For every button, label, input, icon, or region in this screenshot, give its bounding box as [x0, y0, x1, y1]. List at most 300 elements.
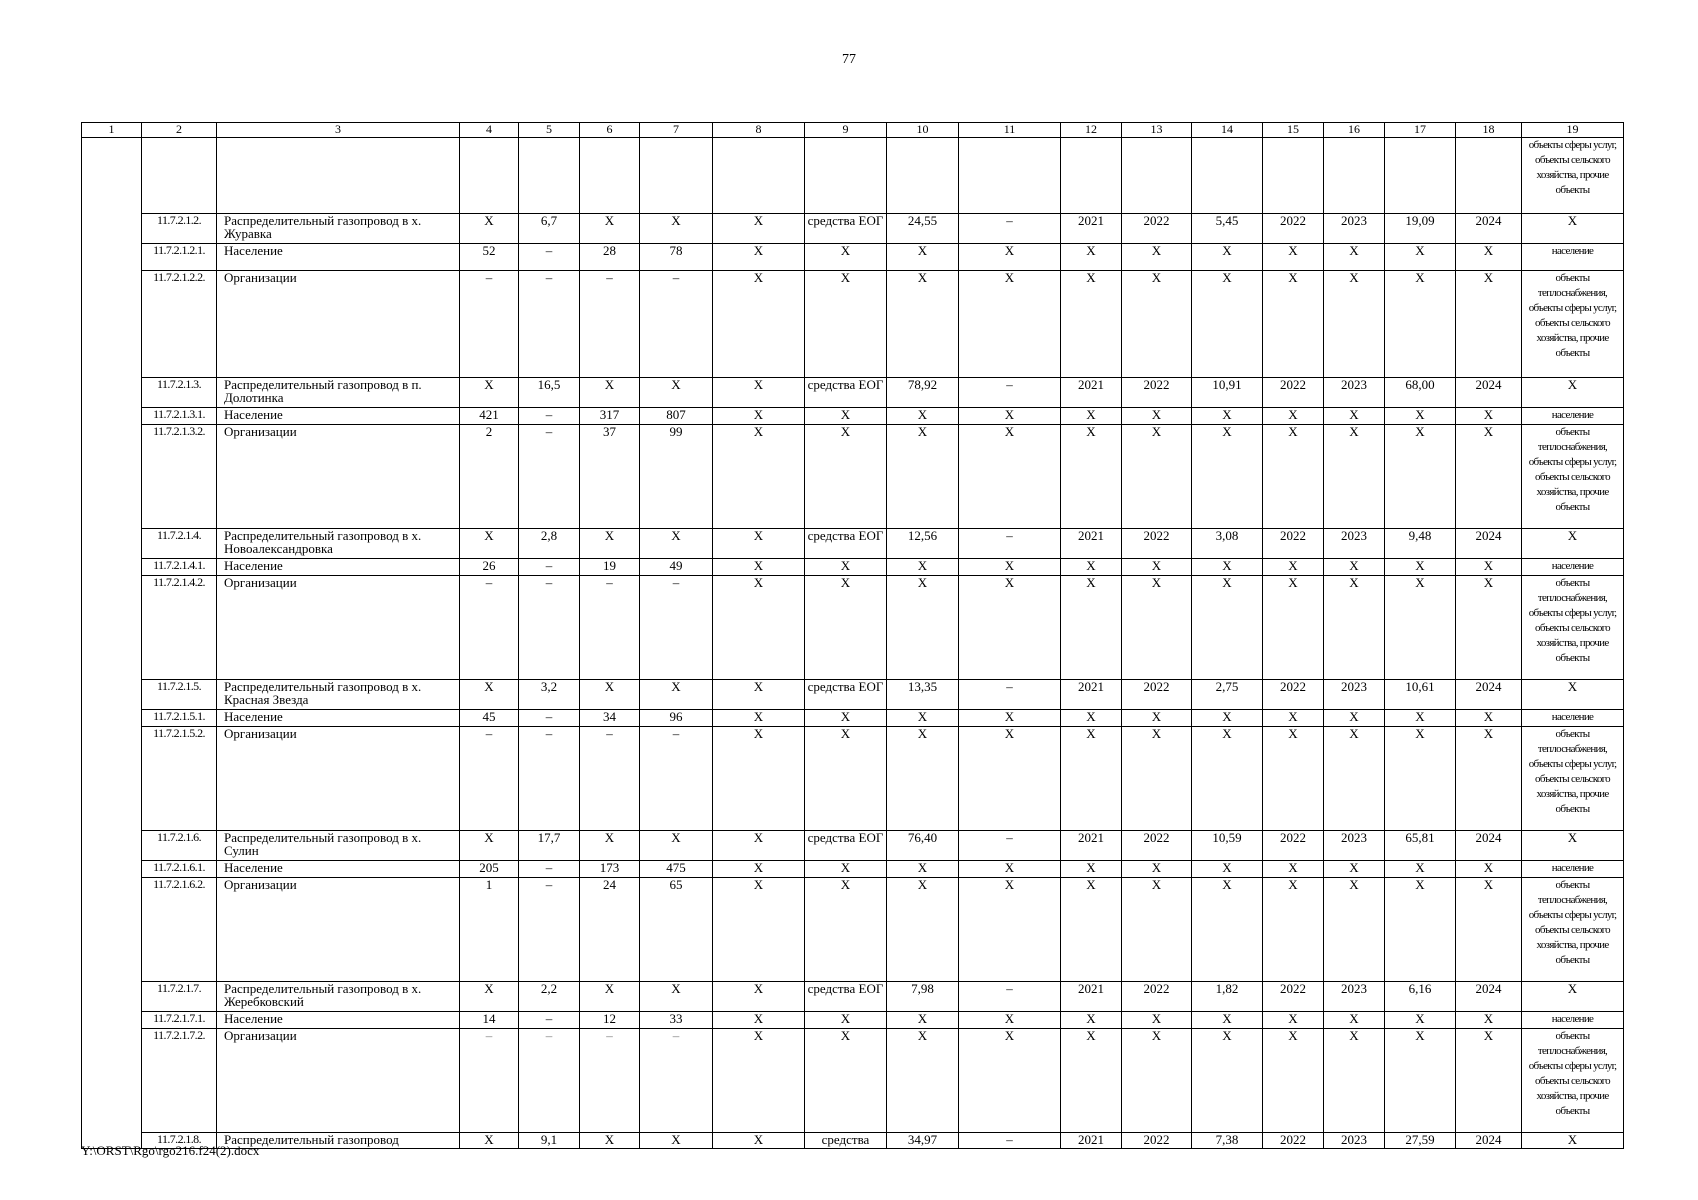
- item-name: Распределительный газопровод в х. Новоалександровка: [217, 529, 460, 559]
- column-header-15: 15: [1263, 123, 1324, 138]
- cell-x: Х: [1263, 425, 1324, 529]
- note-cell: население: [1522, 244, 1624, 271]
- cell-x: Х: [1456, 861, 1522, 878]
- cost-value: 10,91: [1192, 378, 1263, 408]
- cost-value: 6,16: [1385, 982, 1456, 1012]
- count-value: –: [580, 271, 640, 378]
- table-row: [82, 1012, 1624, 1029]
- empty-cell: [713, 138, 805, 214]
- table-row: [82, 244, 1624, 271]
- note-cell: объекты сферы услуг, объекты сельского хозяйства, прочие объекты: [1522, 138, 1624, 214]
- empty-cell: [519, 138, 580, 214]
- funding-source: средства: [805, 1133, 887, 1149]
- year-cell: 2021: [1061, 831, 1122, 861]
- cell-x: Х: [805, 576, 887, 680]
- empty-cell: [805, 138, 887, 214]
- length-value: 16,5: [519, 378, 580, 408]
- year-cell: 2024: [1456, 1133, 1522, 1149]
- cell-x: Х: [1122, 559, 1192, 576]
- year-cell: 2024: [1456, 529, 1522, 559]
- cell-x: Х: [460, 982, 519, 1012]
- count-value: –: [640, 1029, 713, 1133]
- cell-x: Х: [1385, 559, 1456, 576]
- cell-x: Х: [959, 408, 1061, 425]
- column-header-6: 6: [580, 123, 640, 138]
- cell-x: Х: [640, 982, 713, 1012]
- cell-x: Х: [887, 408, 959, 425]
- cell-x: Х: [1061, 244, 1122, 271]
- item-name: Организации: [217, 576, 460, 680]
- cell-x: Х: [713, 529, 805, 559]
- cell-x: Х: [1324, 1012, 1385, 1029]
- cell-x: Х: [713, 559, 805, 576]
- count-value: 475: [640, 861, 713, 878]
- cell-x: Х: [959, 710, 1061, 727]
- cell-x: Х: [1263, 408, 1324, 425]
- year-cell: 2022: [1122, 214, 1192, 244]
- cell-x: Х: [1324, 271, 1385, 378]
- table-row: [82, 831, 1624, 861]
- cost-value: 7,38: [1192, 1133, 1263, 1149]
- length-value: 3,2: [519, 680, 580, 710]
- empty-cell: [460, 138, 519, 214]
- table-row: [82, 878, 1624, 982]
- empty-cell: [1122, 138, 1192, 214]
- count-value: –: [640, 271, 713, 378]
- cell-x: Х: [1385, 408, 1456, 425]
- cell-x: Х: [1192, 1029, 1263, 1133]
- item-code: 11.7.2.1.4.: [142, 529, 217, 559]
- cost-value: 10,59: [1192, 831, 1263, 861]
- cell-x: Х: [959, 559, 1061, 576]
- year-cell: 2022: [1263, 680, 1324, 710]
- year-cell: 2022: [1122, 831, 1192, 861]
- cell-x: Х: [1263, 727, 1324, 831]
- year-cell: 2022: [1263, 378, 1324, 408]
- funding-source: средства ЕОГ: [805, 378, 887, 408]
- cell-x: Х: [1192, 244, 1263, 271]
- year-cell: 2023: [1324, 982, 1385, 1012]
- cell-x: Х: [1324, 878, 1385, 982]
- cell-x: Х: [1061, 408, 1122, 425]
- cell-x: Х: [1385, 425, 1456, 529]
- count-value: 24: [580, 878, 640, 982]
- cell-x: Х: [1192, 727, 1263, 831]
- cell-x: Х: [1385, 710, 1456, 727]
- year-cell: 2021: [1061, 1133, 1122, 1149]
- year-cell: 2022: [1122, 680, 1192, 710]
- item-code: 11.7.2.1.2.1.: [142, 244, 217, 271]
- cell-x: Х: [1061, 271, 1122, 378]
- cell-x: Х: [959, 576, 1061, 680]
- year-cell: 2022: [1263, 529, 1324, 559]
- cell-x: Х: [713, 214, 805, 244]
- cell-x: Х: [1522, 529, 1624, 559]
- cell-x: Х: [1122, 727, 1192, 831]
- table-row: [82, 1133, 1624, 1149]
- cell-x: Х: [1522, 831, 1624, 861]
- cell-x: Х: [1324, 244, 1385, 271]
- column-header-11: 11: [959, 123, 1061, 138]
- item-code: 11.7.2.1.5.: [142, 680, 217, 710]
- cell-x: Х: [1122, 861, 1192, 878]
- count-value: 12: [580, 1012, 640, 1029]
- cell-dash: –: [959, 680, 1061, 710]
- count-value: 173: [580, 861, 640, 878]
- table-row: [82, 680, 1624, 710]
- column-header-16: 16: [1324, 123, 1385, 138]
- item-code: 11.7.2.1.2.: [142, 214, 217, 244]
- year-cell: 2024: [1456, 982, 1522, 1012]
- cell-x: Х: [1324, 727, 1385, 831]
- cell-x: Х: [1263, 576, 1324, 680]
- cell-x: Х: [1456, 425, 1522, 529]
- count-value: 317: [580, 408, 640, 425]
- empty-cell: [142, 138, 217, 214]
- cell-x: Х: [959, 861, 1061, 878]
- cost-value: 68,00: [1385, 378, 1456, 408]
- year-cell: 2021: [1061, 529, 1122, 559]
- cell-x: Х: [1061, 878, 1122, 982]
- table-row: [82, 982, 1624, 1012]
- year-cell: 2022: [1263, 831, 1324, 861]
- table-row: [82, 271, 1624, 378]
- item-code: 11.7.2.1.6.1.: [142, 861, 217, 878]
- table-row: [82, 576, 1624, 680]
- item-name: Распределительный газопровод в х. Журавка: [217, 214, 460, 244]
- year-cell: 2024: [1456, 214, 1522, 244]
- column-header-9: 9: [805, 123, 887, 138]
- cell-x: Х: [887, 425, 959, 529]
- cell-x: Х: [1522, 982, 1624, 1012]
- item-name: Распределительный газопровод в п. Долотинка: [217, 378, 460, 408]
- year-cell: 2024: [1456, 680, 1522, 710]
- cell-x: Х: [1385, 1012, 1456, 1029]
- cell-x: Х: [640, 1133, 713, 1149]
- cell-x: Х: [1522, 378, 1624, 408]
- cell-x: Х: [460, 378, 519, 408]
- length-value: 2,2: [519, 982, 580, 1012]
- cost-value: 76,40: [887, 831, 959, 861]
- cell-x: Х: [713, 982, 805, 1012]
- count-value: 1: [460, 878, 519, 982]
- cell-x: Х: [1061, 727, 1122, 831]
- cost-value: 1,82: [1192, 982, 1263, 1012]
- count-value: 33: [640, 1012, 713, 1029]
- count-value: 14: [460, 1012, 519, 1029]
- empty-cell: [1192, 138, 1263, 214]
- cell-x: Х: [1324, 1029, 1385, 1133]
- cell-x: Х: [1456, 576, 1522, 680]
- cost-value: 24,55: [887, 214, 959, 244]
- cell-x: Х: [713, 408, 805, 425]
- year-cell: 2022: [1263, 1133, 1324, 1149]
- cell-dash: –: [519, 425, 580, 529]
- cell-x: Х: [1263, 710, 1324, 727]
- cell-x: Х: [580, 529, 640, 559]
- year-cell: 2022: [1122, 1133, 1192, 1149]
- cell-x: Х: [713, 1012, 805, 1029]
- cost-value: 13,35: [887, 680, 959, 710]
- cell-x: Х: [580, 831, 640, 861]
- cell-x: Х: [1061, 559, 1122, 576]
- cell-x: Х: [1385, 861, 1456, 878]
- cell-x: Х: [1192, 576, 1263, 680]
- count-value: –: [460, 271, 519, 378]
- empty-cell: [217, 138, 460, 214]
- cost-value: 78,92: [887, 378, 959, 408]
- item-code: 11.7.2.1.7.: [142, 982, 217, 1012]
- cell-dash: –: [959, 982, 1061, 1012]
- count-value: 421: [460, 408, 519, 425]
- empty-cell: [1456, 138, 1522, 214]
- count-value: 2: [460, 425, 519, 529]
- cell-x: Х: [1522, 214, 1624, 244]
- cell-x: Х: [887, 1012, 959, 1029]
- cell-x: Х: [713, 1029, 805, 1133]
- item-code: 11.7.2.1.3.1.: [142, 408, 217, 425]
- item-name: Население: [217, 244, 460, 271]
- count-value: –: [580, 1029, 640, 1133]
- cell-x: Х: [1263, 1012, 1324, 1029]
- cell-dash: –: [519, 576, 580, 680]
- cost-value: 3,08: [1192, 529, 1263, 559]
- cell-x: Х: [1061, 425, 1122, 529]
- cell-x: Х: [1192, 878, 1263, 982]
- funding-source: средства ЕОГ: [805, 214, 887, 244]
- column-header-2: 2: [142, 123, 217, 138]
- item-name: Население: [217, 861, 460, 878]
- empty-cell: [640, 138, 713, 214]
- cell-x: Х: [713, 861, 805, 878]
- cell-x: Х: [1324, 710, 1385, 727]
- cell-x: Х: [805, 1029, 887, 1133]
- cell-x: Х: [1263, 271, 1324, 378]
- item-name: Распределительный газопровод: [217, 1133, 460, 1149]
- year-cell: 2023: [1324, 529, 1385, 559]
- note-cell: объекты теплоснабжения, объекты сферы услуг, объекты сельского хозяйства, прочие объекты: [1522, 425, 1624, 529]
- cell-x: Х: [713, 271, 805, 378]
- cell-x: Х: [713, 680, 805, 710]
- empty-cell: [1385, 138, 1456, 214]
- cell-dash: –: [519, 710, 580, 727]
- cell-x: Х: [959, 271, 1061, 378]
- cell-x: Х: [1324, 408, 1385, 425]
- year-cell: 2022: [1263, 982, 1324, 1012]
- item-code: 11.7.2.1.7.2.: [142, 1029, 217, 1133]
- cell-x: Х: [460, 529, 519, 559]
- cell-x: Х: [887, 727, 959, 831]
- year-cell: 2024: [1456, 378, 1522, 408]
- funding-source: средства ЕОГ: [805, 982, 887, 1012]
- cell-dash: –: [959, 378, 1061, 408]
- note-cell: население: [1522, 559, 1624, 576]
- count-value: 45: [460, 710, 519, 727]
- count-value: 49: [640, 559, 713, 576]
- cell-x: Х: [580, 378, 640, 408]
- column-header-5: 5: [519, 123, 580, 138]
- cell-x: Х: [1061, 861, 1122, 878]
- cell-x: Х: [805, 727, 887, 831]
- file-path-footer: Y:\ORST\Rgo\rgo216.f24(2).docx: [81, 1143, 260, 1158]
- column-header-8: 8: [713, 123, 805, 138]
- year-cell: 2021: [1061, 378, 1122, 408]
- empty-cell: [580, 138, 640, 214]
- cell-x: Х: [1192, 271, 1263, 378]
- cell-x: Х: [959, 425, 1061, 529]
- count-value: 807: [640, 408, 713, 425]
- year-cell: 2022: [1122, 378, 1192, 408]
- item-name: Население: [217, 710, 460, 727]
- cell-x: Х: [713, 710, 805, 727]
- count-value: –: [640, 727, 713, 831]
- cost-value: 10,61: [1385, 680, 1456, 710]
- cell-x: Х: [1324, 576, 1385, 680]
- cell-x: Х: [887, 271, 959, 378]
- table-body: [82, 123, 1624, 1149]
- cell-x: Х: [1192, 408, 1263, 425]
- cell-x: Х: [640, 831, 713, 861]
- cell-x: Х: [640, 378, 713, 408]
- cost-value: 5,45: [1192, 214, 1263, 244]
- cell-x: Х: [1192, 710, 1263, 727]
- column-header-13: 13: [1122, 123, 1192, 138]
- cell-x: Х: [713, 378, 805, 408]
- item-code: 11.7.2.1.5.2.: [142, 727, 217, 831]
- note-cell: население: [1522, 861, 1624, 878]
- table-row: [82, 1029, 1624, 1133]
- count-value: –: [460, 1029, 519, 1133]
- cell-dash: –: [519, 878, 580, 982]
- cell-x: Х: [713, 831, 805, 861]
- cell-x: Х: [640, 680, 713, 710]
- length-value: 6,7: [519, 214, 580, 244]
- cell-x: Х: [1324, 559, 1385, 576]
- header-row: [82, 123, 1624, 138]
- cell-x: Х: [1122, 244, 1192, 271]
- count-value: 28: [580, 244, 640, 271]
- year-cell: 2022: [1122, 982, 1192, 1012]
- cell-x: Х: [1456, 244, 1522, 271]
- funding-source: средства ЕОГ: [805, 831, 887, 861]
- cell-x: Х: [713, 1133, 805, 1149]
- cell-dash: –: [519, 861, 580, 878]
- item-code: 11.7.2.1.4.2.: [142, 576, 217, 680]
- item-name: Организации: [217, 878, 460, 982]
- cell-x: Х: [805, 710, 887, 727]
- cell-x: Х: [580, 1133, 640, 1149]
- count-value: –: [640, 576, 713, 680]
- column-header-1: 1: [82, 123, 142, 138]
- empty-cell: [1061, 138, 1122, 214]
- cell-dash: –: [519, 1029, 580, 1133]
- count-value: –: [580, 576, 640, 680]
- cost-value: 7,98: [887, 982, 959, 1012]
- cell-x: Х: [1122, 1029, 1192, 1133]
- cell-x: Х: [1385, 576, 1456, 680]
- year-cell: 2022: [1263, 214, 1324, 244]
- cell-dash: –: [519, 408, 580, 425]
- cost-value: 2,75: [1192, 680, 1263, 710]
- count-value: 37: [580, 425, 640, 529]
- cell-dash: –: [519, 559, 580, 576]
- count-value: 26: [460, 559, 519, 576]
- cell-dash: –: [519, 271, 580, 378]
- table-row: [82, 214, 1624, 244]
- cell-x: Х: [805, 559, 887, 576]
- cell-x: Х: [1192, 1012, 1263, 1029]
- cell-x: Х: [713, 878, 805, 982]
- item-code: 11.7.2.1.7.1.: [142, 1012, 217, 1029]
- cell-dash: –: [959, 1133, 1061, 1149]
- count-value: 52: [460, 244, 519, 271]
- cell-x: Х: [887, 244, 959, 271]
- cell-x: Х: [1122, 425, 1192, 529]
- item-name: Организации: [217, 727, 460, 831]
- cell-x: Х: [1385, 1029, 1456, 1133]
- cell-x: Х: [1122, 408, 1192, 425]
- cell-x: Х: [713, 425, 805, 529]
- cell-x: Х: [640, 214, 713, 244]
- year-cell: 2023: [1324, 1133, 1385, 1149]
- cell-x: Х: [805, 425, 887, 529]
- note-cell: объекты теплоснабжения, объекты сферы услуг, объекты сельского хозяйства, прочие объекты: [1522, 1029, 1624, 1133]
- note-cell: население: [1522, 408, 1624, 425]
- cell-x: Х: [959, 1012, 1061, 1029]
- note-cell: население: [1522, 1012, 1624, 1029]
- cell-dash: –: [519, 727, 580, 831]
- cell-dash: –: [519, 244, 580, 271]
- cell-x: Х: [1263, 878, 1324, 982]
- column-header-14: 14: [1192, 123, 1263, 138]
- cell-x: Х: [887, 1029, 959, 1133]
- item-code: 11.7.2.1.5.1.: [142, 710, 217, 727]
- year-cell: 2023: [1324, 214, 1385, 244]
- cell-dash: –: [959, 214, 1061, 244]
- cell-x: Х: [1263, 861, 1324, 878]
- empty-cell: [959, 138, 1061, 214]
- item-name: Организации: [217, 425, 460, 529]
- column-header-18: 18: [1456, 123, 1522, 138]
- cell-x: Х: [640, 529, 713, 559]
- item-code: 11.7.2.1.6.: [142, 831, 217, 861]
- table-row: [82, 529, 1624, 559]
- cell-dash: –: [959, 831, 1061, 861]
- table-row: [82, 861, 1624, 878]
- cost-value: 34,97: [887, 1133, 959, 1149]
- note-cell: объекты теплоснабжения, объекты сферы услуг, объекты сельского хозяйства, прочие объекты: [1522, 271, 1624, 378]
- cell-x: Х: [805, 1012, 887, 1029]
- cell-x: Х: [887, 878, 959, 982]
- cell-x: Х: [1456, 1029, 1522, 1133]
- cell-x: Х: [887, 559, 959, 576]
- cell-x: Х: [1061, 576, 1122, 680]
- year-cell: 2021: [1061, 680, 1122, 710]
- empty-cell: [887, 138, 959, 214]
- year-cell: 2022: [1122, 529, 1192, 559]
- cell-x: Х: [1122, 271, 1192, 378]
- cell-x: Х: [805, 408, 887, 425]
- item-code: 11.7.2.1.4.1.: [142, 559, 217, 576]
- count-value: –: [460, 727, 519, 831]
- table-row: [82, 559, 1624, 576]
- cell-x: Х: [1122, 1012, 1192, 1029]
- cell-x: Х: [713, 576, 805, 680]
- count-value: –: [460, 576, 519, 680]
- item-name: Организации: [217, 271, 460, 378]
- cell-x: Х: [580, 214, 640, 244]
- cell-x: Х: [460, 831, 519, 861]
